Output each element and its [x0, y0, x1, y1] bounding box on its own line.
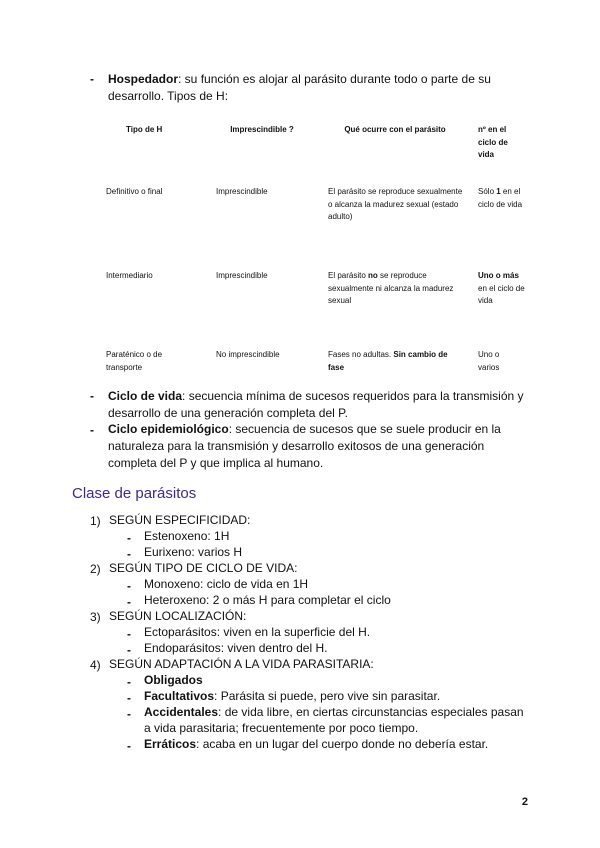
bullet-dash: -: [127, 627, 131, 641]
list-item: Heteroxeno: 2 o más H para completar el ciclo: [144, 593, 391, 607]
group-heading: SEGÚN ESPECIFICIDAD:: [109, 513, 251, 527]
table-header: nº en el ciclo de vida: [478, 125, 508, 159]
bullet-dash: -: [127, 579, 131, 593]
bullet-dash: -: [127, 675, 131, 689]
bullet-dash: -: [127, 531, 131, 545]
table-row: [106, 349, 526, 379]
table-row: [106, 186, 526, 270]
bullet-dash: -: [127, 691, 131, 705]
list-item: Accidentales: de vida libre, en ciertas circunstancias especiales pasan a vida parasitaria; frecuentemente por poco tiempo.: [144, 705, 524, 735]
bullet-dash: -: [90, 72, 94, 86]
table-cell: Uno o varios: [478, 350, 500, 372]
list-item: Endoparásitos: viven dentro del H.: [144, 641, 328, 655]
bullet-dash: -: [127, 547, 131, 561]
host-text: : su función es alojar al parásito durante todo o parte de su desarrollo. Tipos de H:: [108, 72, 491, 103]
table-cell: El parásito no se reproduce sexualmente ni alcanza la madurez sexual: [328, 271, 454, 305]
table-cell: Imprescindible: [216, 271, 268, 280]
page-number: 2: [521, 796, 528, 808]
host-types-table: [106, 124, 526, 379]
table-cell: El parásito se reproduce sexualmente o alcanza la madurez sexual (estado adulto): [328, 187, 463, 221]
list-item: Estenoxeno: 1H: [144, 529, 230, 543]
table-cell: Uno o más en el ciclo de vida: [478, 271, 525, 305]
host-definition: [108, 71, 528, 105]
bullet-dash: -: [90, 389, 94, 403]
table-cell: Imprescindible: [216, 187, 268, 196]
host-term: Hospedador: [108, 72, 179, 86]
table-header: Imprescindible ?: [230, 125, 294, 134]
table-cell: Sólo 1 en el ciclo de vida: [478, 187, 523, 209]
table-header: Tipo de H: [126, 125, 163, 134]
group-heading: SEGÚN TIPO DE CICLO DE VIDA:: [109, 561, 298, 575]
table-cell: Definitivo o final: [106, 187, 163, 196]
section-title: Clase de parásitos: [72, 485, 197, 502]
table-header: Qué ocurre con el parásito: [344, 125, 446, 134]
life-cycle-definition: Ciclo de vida: secuencia mínima de sucesos requeridos para la transmisión y desarrollo de una generación completa del P.: [108, 389, 524, 420]
epidemiological-cycle-term: Ciclo epidemiológico: [108, 422, 229, 436]
life-cycle-term: Ciclo de vida: [108, 389, 183, 403]
table-cell: Paraténico o de transporte: [106, 350, 163, 372]
bullet-dash: -: [90, 423, 94, 437]
table-row: [106, 270, 526, 349]
list-number: 2): [90, 562, 101, 576]
bullet-dash: -: [127, 707, 131, 721]
list-item: Facultativos: Parásita si puede, pero vive sin parasitar.: [144, 689, 441, 703]
table-cell: No imprescindible: [216, 350, 280, 359]
table-cell: Fases no adultas. Sin cambio de fase: [328, 350, 448, 372]
list-number: 4): [90, 658, 101, 672]
group-heading: SEGÚN LOCALIZACIÓN:: [109, 609, 247, 623]
list-number: 1): [90, 514, 101, 528]
list-number: 3): [90, 610, 101, 624]
bullet-dash: -: [127, 643, 131, 657]
group-heading: SEGÚN ADAPTACIÓN A LA VIDA PARASITARIA:: [109, 657, 374, 671]
list-item: Obligados: [144, 673, 203, 687]
table-cell: Intermediario: [106, 271, 153, 280]
list-item: Ectoparásitos: viven en la superficie del H.: [144, 625, 371, 639]
bullet-dash: -: [127, 739, 131, 753]
table-header-row: [106, 124, 526, 186]
list-item: Eurixeno: varios H: [144, 545, 243, 559]
bullet-dash: -: [127, 595, 131, 609]
epidemiological-cycle-definition: Ciclo epidemiológico: secuencia de sucesos que se suele producir en la naturaleza para la transmisión y desarrollo exitosos de una generación completa del P y que implica al humano.: [108, 422, 501, 470]
list-item: Monoxeno: ciclo de vida en 1H: [144, 577, 309, 591]
list-item: Erráticos: acaba en un lugar del cuerpo donde no debería estar.: [144, 737, 489, 751]
